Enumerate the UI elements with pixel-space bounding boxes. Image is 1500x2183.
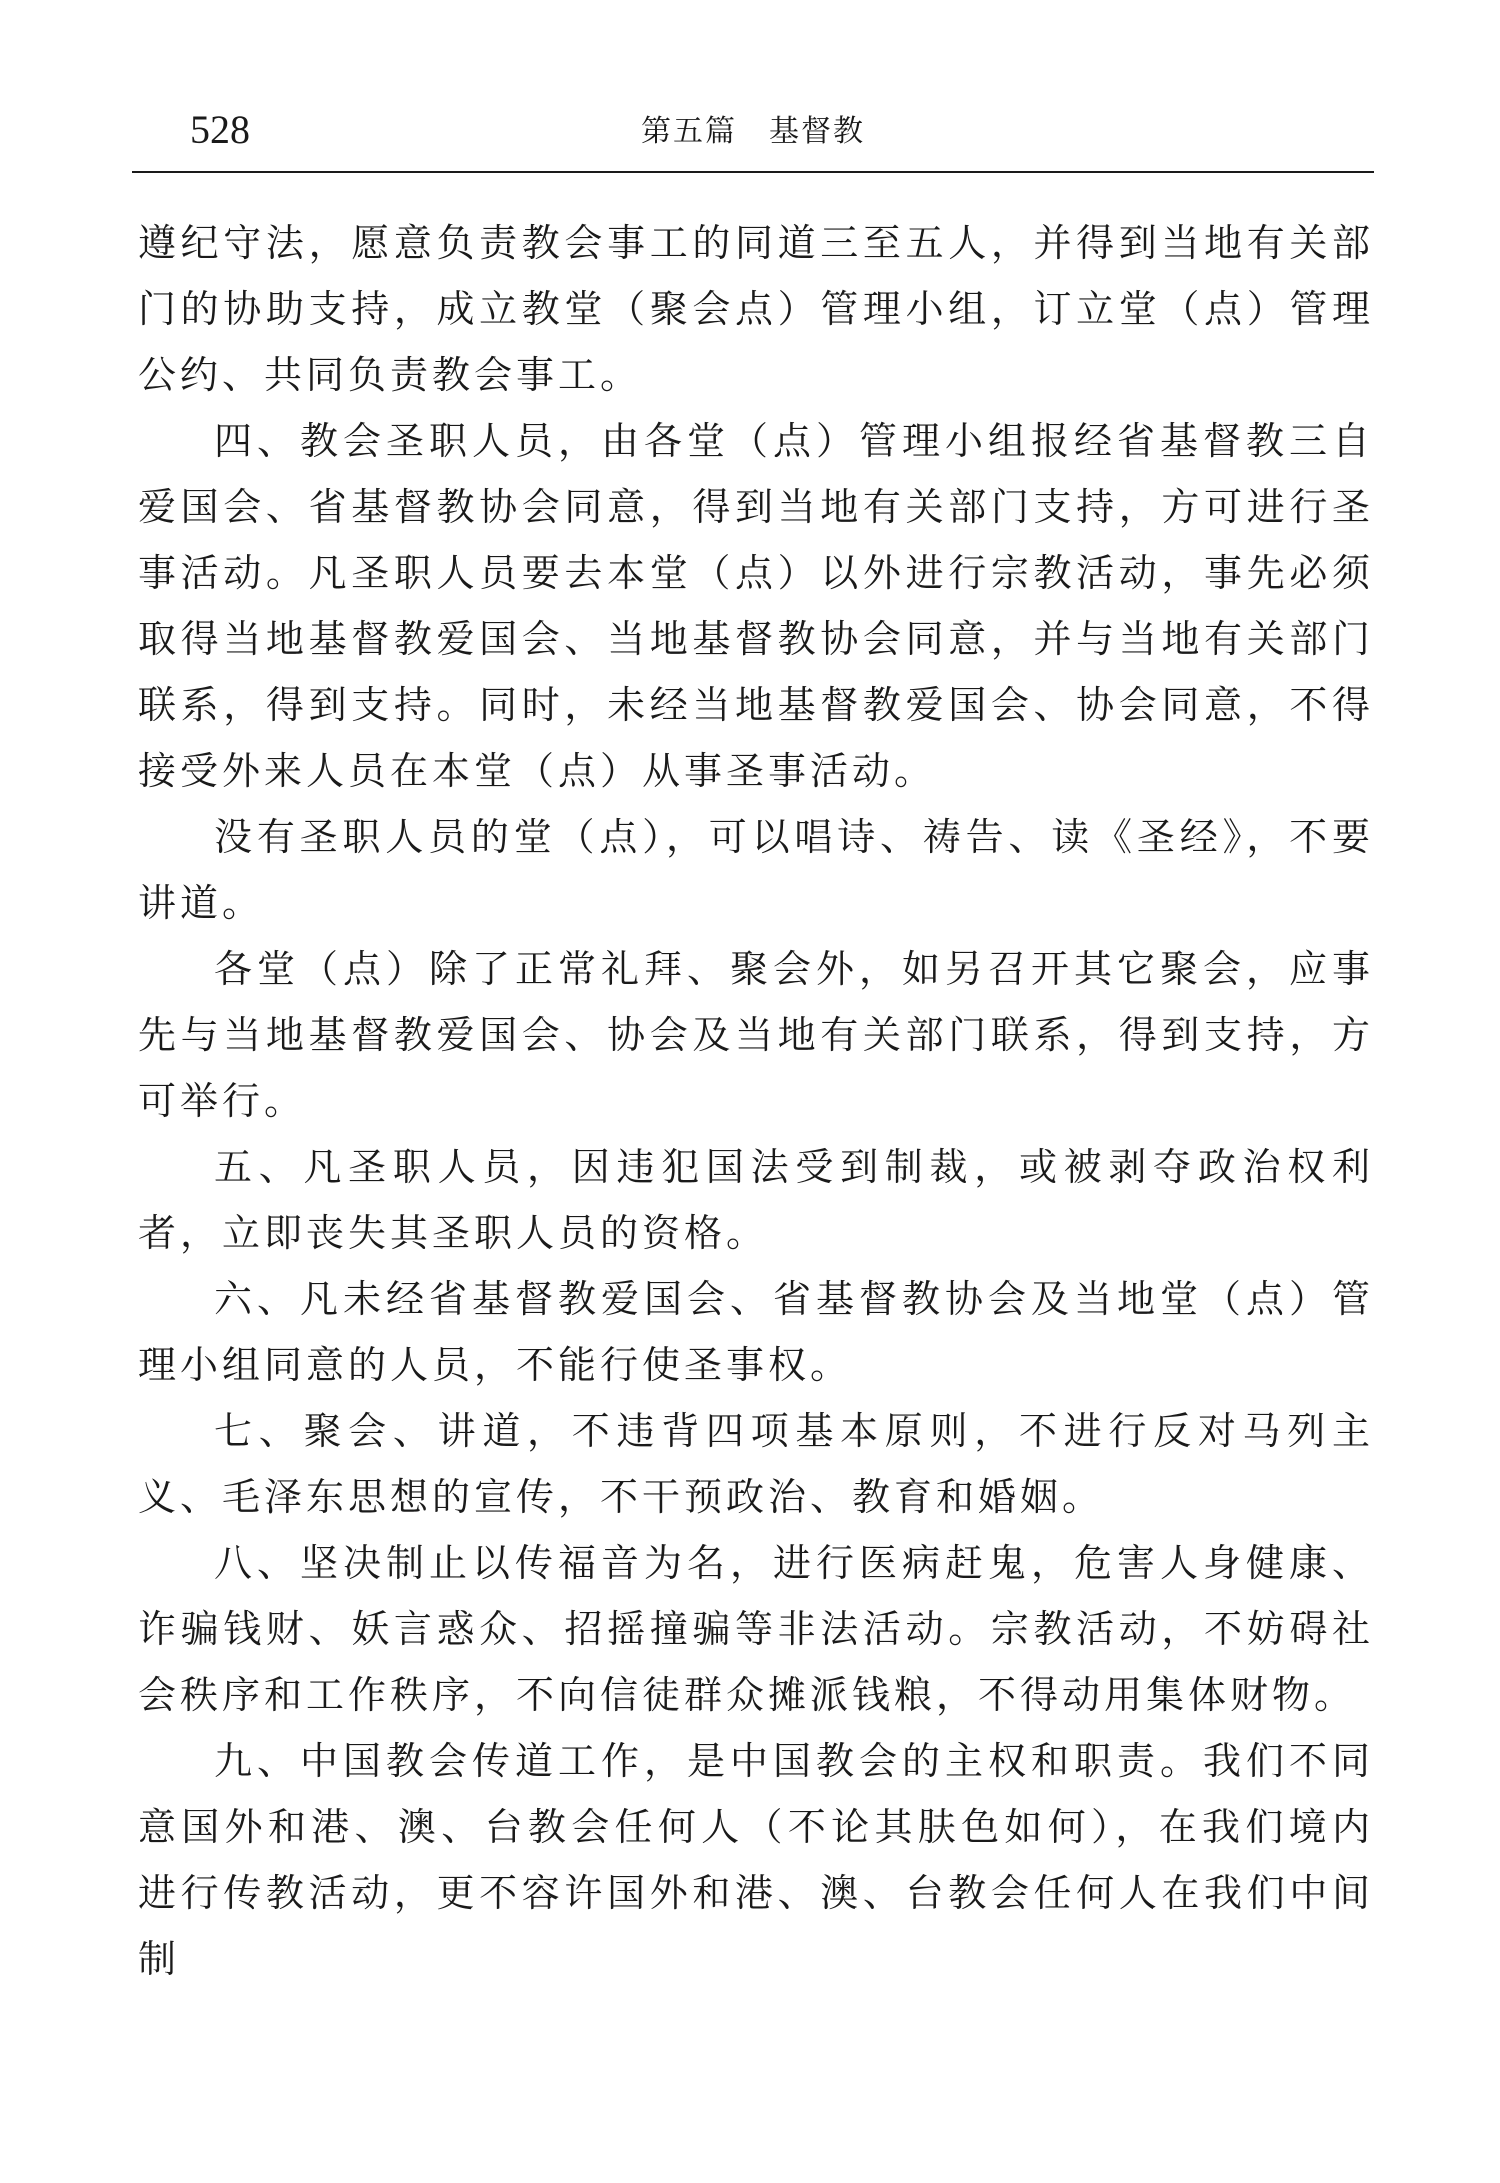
paragraph: 遵纪守法，愿意负责教会事工的同道三至五人，并得到当地有关部门的协助支持，成立教堂（聚会点）管理小组，订立堂（点）管理公约、共同负责教会事工。 bbox=[138, 221, 1374, 397]
header-rule bbox=[132, 171, 1374, 173]
page-number: 528 bbox=[190, 107, 250, 152]
paragraph: 六、凡未经省基督教爱国会、省基督教协会及当地堂（点）管理小组同意的人员，不能行使圣事权。 bbox=[138, 1277, 1374, 1387]
paragraph: 没有圣职人员的堂（点），可以唱诗、祷告、读《圣经》，不要讲道。 bbox=[138, 815, 1374, 925]
paragraph: 九、中国教会传道工作，是中国教会的主权和职责。我们不同意国外和港、澳、台教会任何人（不论其肤色如何），在我们境内进行传教活动，更不容许国外和港、澳、台教会任何人在我们中间制 bbox=[138, 1739, 1374, 1981]
page-header bbox=[132, 100, 1374, 170]
paragraph: 四、教会圣职人员，由各堂（点）管理小组报经省基督教三自爱国会、省基督教协会同意，得到当地有关部门支持，方可进行圣事活动。凡圣职人员要去本堂（点）以外进行宗教活动，事先必须取得当地基督教爱国会、当地基督教协会同意，并与当地有关部门联系，得到支持。同时，未经当地基督教爱国会、协会同意，不得接受外来人员在本堂（点）从事圣事活动。 bbox=[138, 419, 1374, 793]
running-head: 第五篇 基督教 bbox=[641, 114, 865, 149]
paragraph: 五、凡圣职人员，因违犯国法受到制裁，或被剥夺政治权利者，立即丧失其圣职人员的资格。 bbox=[138, 1145, 1374, 1255]
paragraph: 八、坚决制止以传福音为名，进行医病赶鬼，危害人身健康、诈骗钱财、妖言惑众、招摇撞骗等非法活动。宗教活动，不妨碍社会秩序和工作秩序，不向信徒群众摊派钱粮，不得动用集体财物。 bbox=[138, 1541, 1374, 1717]
paragraph: 七、聚会、讲道，不违背四项基本原则，不进行反对马列主义、毛泽东思想的宣传，不干预政治、教育和婚姻。 bbox=[138, 1409, 1374, 1519]
body-text bbox=[138, 210, 1374, 1992]
paragraph: 各堂（点）除了正常礼拜、聚会外，如另召开其它聚会，应事先与当地基督教爱国会、协会及当地有关部门联系，得到支持，方可举行。 bbox=[138, 947, 1374, 1123]
